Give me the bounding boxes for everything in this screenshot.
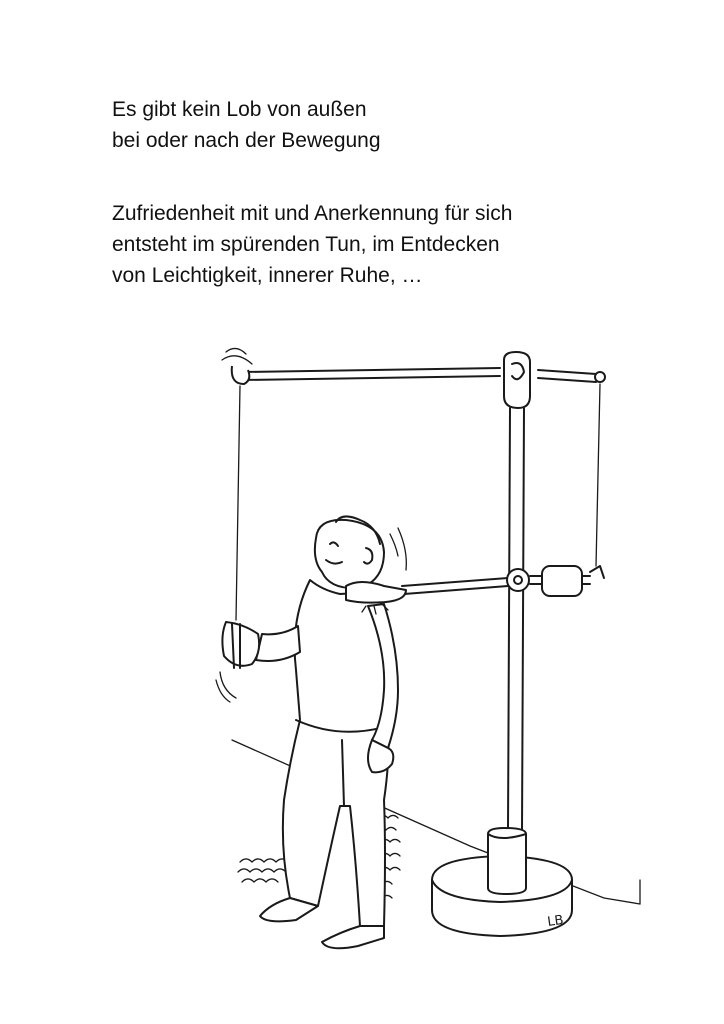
main-line-3: von Leichtigkeit, innerer Ruhe, … bbox=[112, 264, 423, 287]
man-chin-bar-arm bbox=[346, 582, 406, 603]
main-line-2: entsteht im spürenden Tun, im Entdecken bbox=[112, 233, 500, 256]
man-foot-right bbox=[322, 926, 384, 948]
right-hook bbox=[590, 566, 604, 578]
middle-joint bbox=[507, 569, 529, 591]
intro-line-1: Es gibt kein Lob von außen bbox=[112, 98, 367, 121]
top-bar bbox=[242, 368, 500, 380]
middle-bar bbox=[402, 578, 508, 594]
main-line-1: Zufriedenheit mit und Anerkennung für sich bbox=[112, 202, 513, 225]
top-bar-right bbox=[538, 370, 596, 382]
cartoon-man bbox=[216, 516, 406, 948]
motion-mark-top bbox=[222, 348, 252, 364]
counterweight bbox=[542, 566, 582, 596]
intro-line-2: bei oder nach der Bewegung bbox=[112, 129, 381, 152]
main-pole bbox=[508, 408, 524, 830]
top-hook-left bbox=[232, 366, 250, 384]
right-cord bbox=[596, 384, 600, 566]
man-arm-left bbox=[256, 626, 300, 661]
motion-mark-head bbox=[390, 528, 406, 570]
artist-signature: LB bbox=[546, 912, 565, 930]
top-hook-right bbox=[595, 372, 605, 382]
motion-mark-hand bbox=[216, 672, 236, 702]
left-cord bbox=[236, 386, 240, 620]
